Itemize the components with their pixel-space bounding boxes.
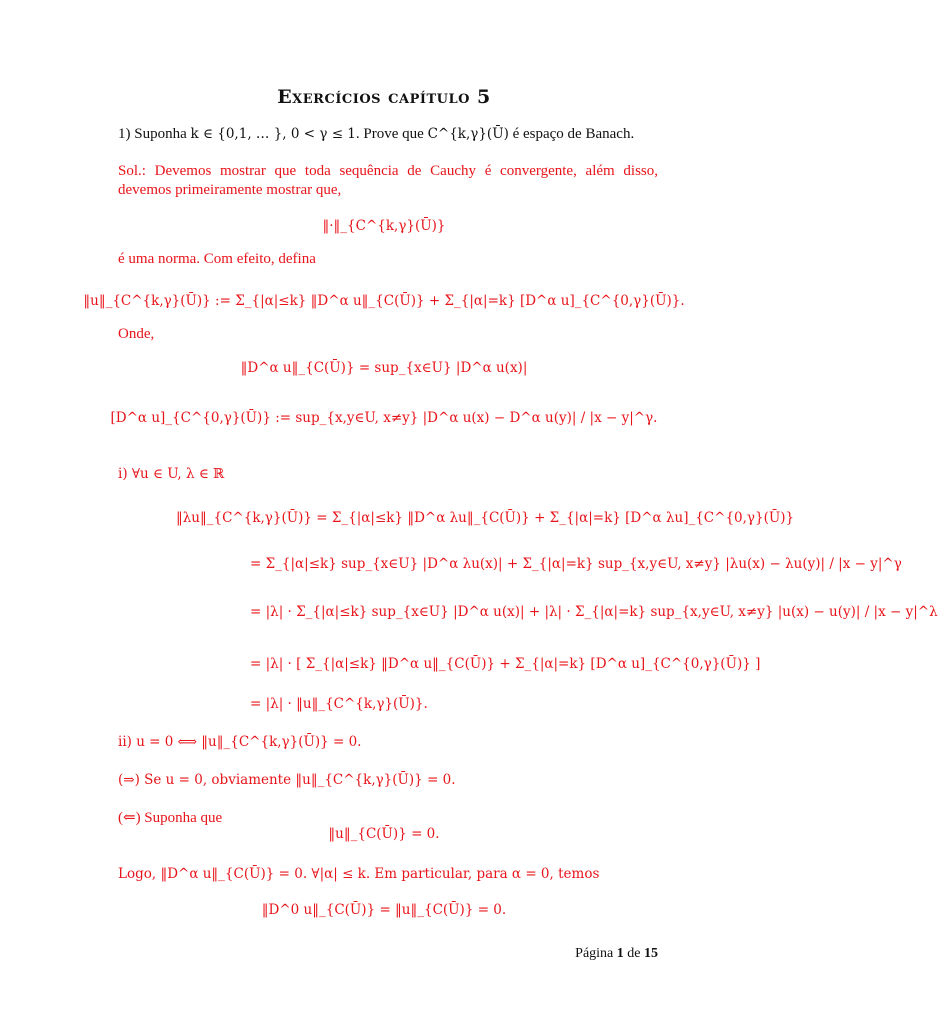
equation-chain-line-2: = Σ_{|α|≤k} sup_{x∈U} |D^α λu(x)| + Σ_{|α|=k} sup_{x,y∈U, x≠y} |λu(x) − λu(y)| / |x − y|^γ: [250, 556, 902, 572]
problem-statement: [118, 126, 634, 143]
footer-total-pages: 15: [644, 946, 658, 961]
solution-intro: Sol.: Devemos mostrar que toda sequência de Cauchy é convergente, além disso, devemos primeiramente mostrar que,: [118, 163, 658, 198]
page-title: Exercícios capítulo 5: [277, 86, 491, 108]
problem-math: k ∈ {0,1, … }, 0 < γ ≤ 1: [190, 126, 356, 142]
text-is-norm: é uma norma. Com efeito, defina: [118, 251, 316, 267]
problem-space: C^{k,γ}(Ū): [427, 126, 509, 142]
problem-number: 1): [118, 126, 131, 142]
text-onde: Onde,: [118, 326, 155, 342]
equation-holder-seminorm: [D^α u]_{C^{0,γ}(Ū)} := sup_{x,y∈U, x≠y} |D^α u(x) − D^α u(y)| / |x − y|^γ.: [110, 410, 658, 426]
equation-norm-symbol: ‖·‖_{C^{k,γ}(Ū)}: [322, 218, 446, 234]
forward-implication: (⇒) Se u = 0, obviamente ‖u‖_{C^{k,γ}(Ū)} = 0.: [118, 772, 456, 788]
item-i-heading: i) ∀u ∈ U, λ ∈ ℝ: [118, 466, 225, 482]
problem-text: é espaço de Banach.: [508, 126, 635, 142]
equation-chain-line-5: = |λ| · ‖u‖_{C^{k,γ}(Ū)}.: [250, 696, 428, 712]
text-logo: Logo, ‖D^α u‖_{C(Ū)} = 0. ∀|α| ≤ k. Em particular, para α = 0, temos: [118, 866, 600, 882]
problem-text: . Prove que: [355, 126, 428, 142]
item-ii-heading: ii) u = 0 ⟺ ‖u‖_{C^{k,γ}(Ū)} = 0.: [118, 734, 362, 750]
equation-chain-line-4: = |λ| · [ Σ_{|α|≤k} ‖D^α u‖_{C(Ū)} + Σ_{|α|=k} [D^α u]_{C^{0,γ}(Ū)} ]: [250, 656, 761, 672]
equation-zero-norm: ‖u‖_{C(Ū)} = 0.: [328, 826, 440, 842]
equation-definition: ‖u‖_{C^{k,γ}(Ū)} := Σ_{|α|≤k} ‖D^α u‖_{C(Ū)} + Σ_{|α|=k} [D^α u]_{C^{0,γ}(Ū)}.: [83, 293, 685, 309]
backward-implication: (⇐) Suponha que: [118, 810, 223, 826]
equation-chain-line-1: ‖λu‖_{C^{k,γ}(Ū)} = Σ_{|α|≤k} ‖D^α λu‖_{C(Ū)} + Σ_{|α|=k} [D^α λu]_{C^{0,γ}(Ū)}: [176, 510, 795, 526]
page-footer: [575, 946, 658, 962]
footer-prefix: Página: [575, 946, 617, 961]
equation-sup-norm: ‖D^α u‖_{C(Ū)} = sup_{x∈U} |D^α u(x)|: [240, 360, 528, 376]
equation-final: ‖D^0 u‖_{C(Ū)} = ‖u‖_{C(Ū)} = 0.: [261, 902, 507, 918]
problem-text: Suponha: [130, 126, 191, 142]
footer-separator: de: [623, 946, 644, 961]
equation-chain-line-3: = |λ| · Σ_{|α|≤k} sup_{x∈U} |D^α u(x)| + |λ| · Σ_{|α|=k} sup_{x,y∈U, x≠y} |u(x) − u(y)| / |x − y|^λ: [250, 604, 938, 620]
footer-page-number: 1: [616, 946, 624, 961]
